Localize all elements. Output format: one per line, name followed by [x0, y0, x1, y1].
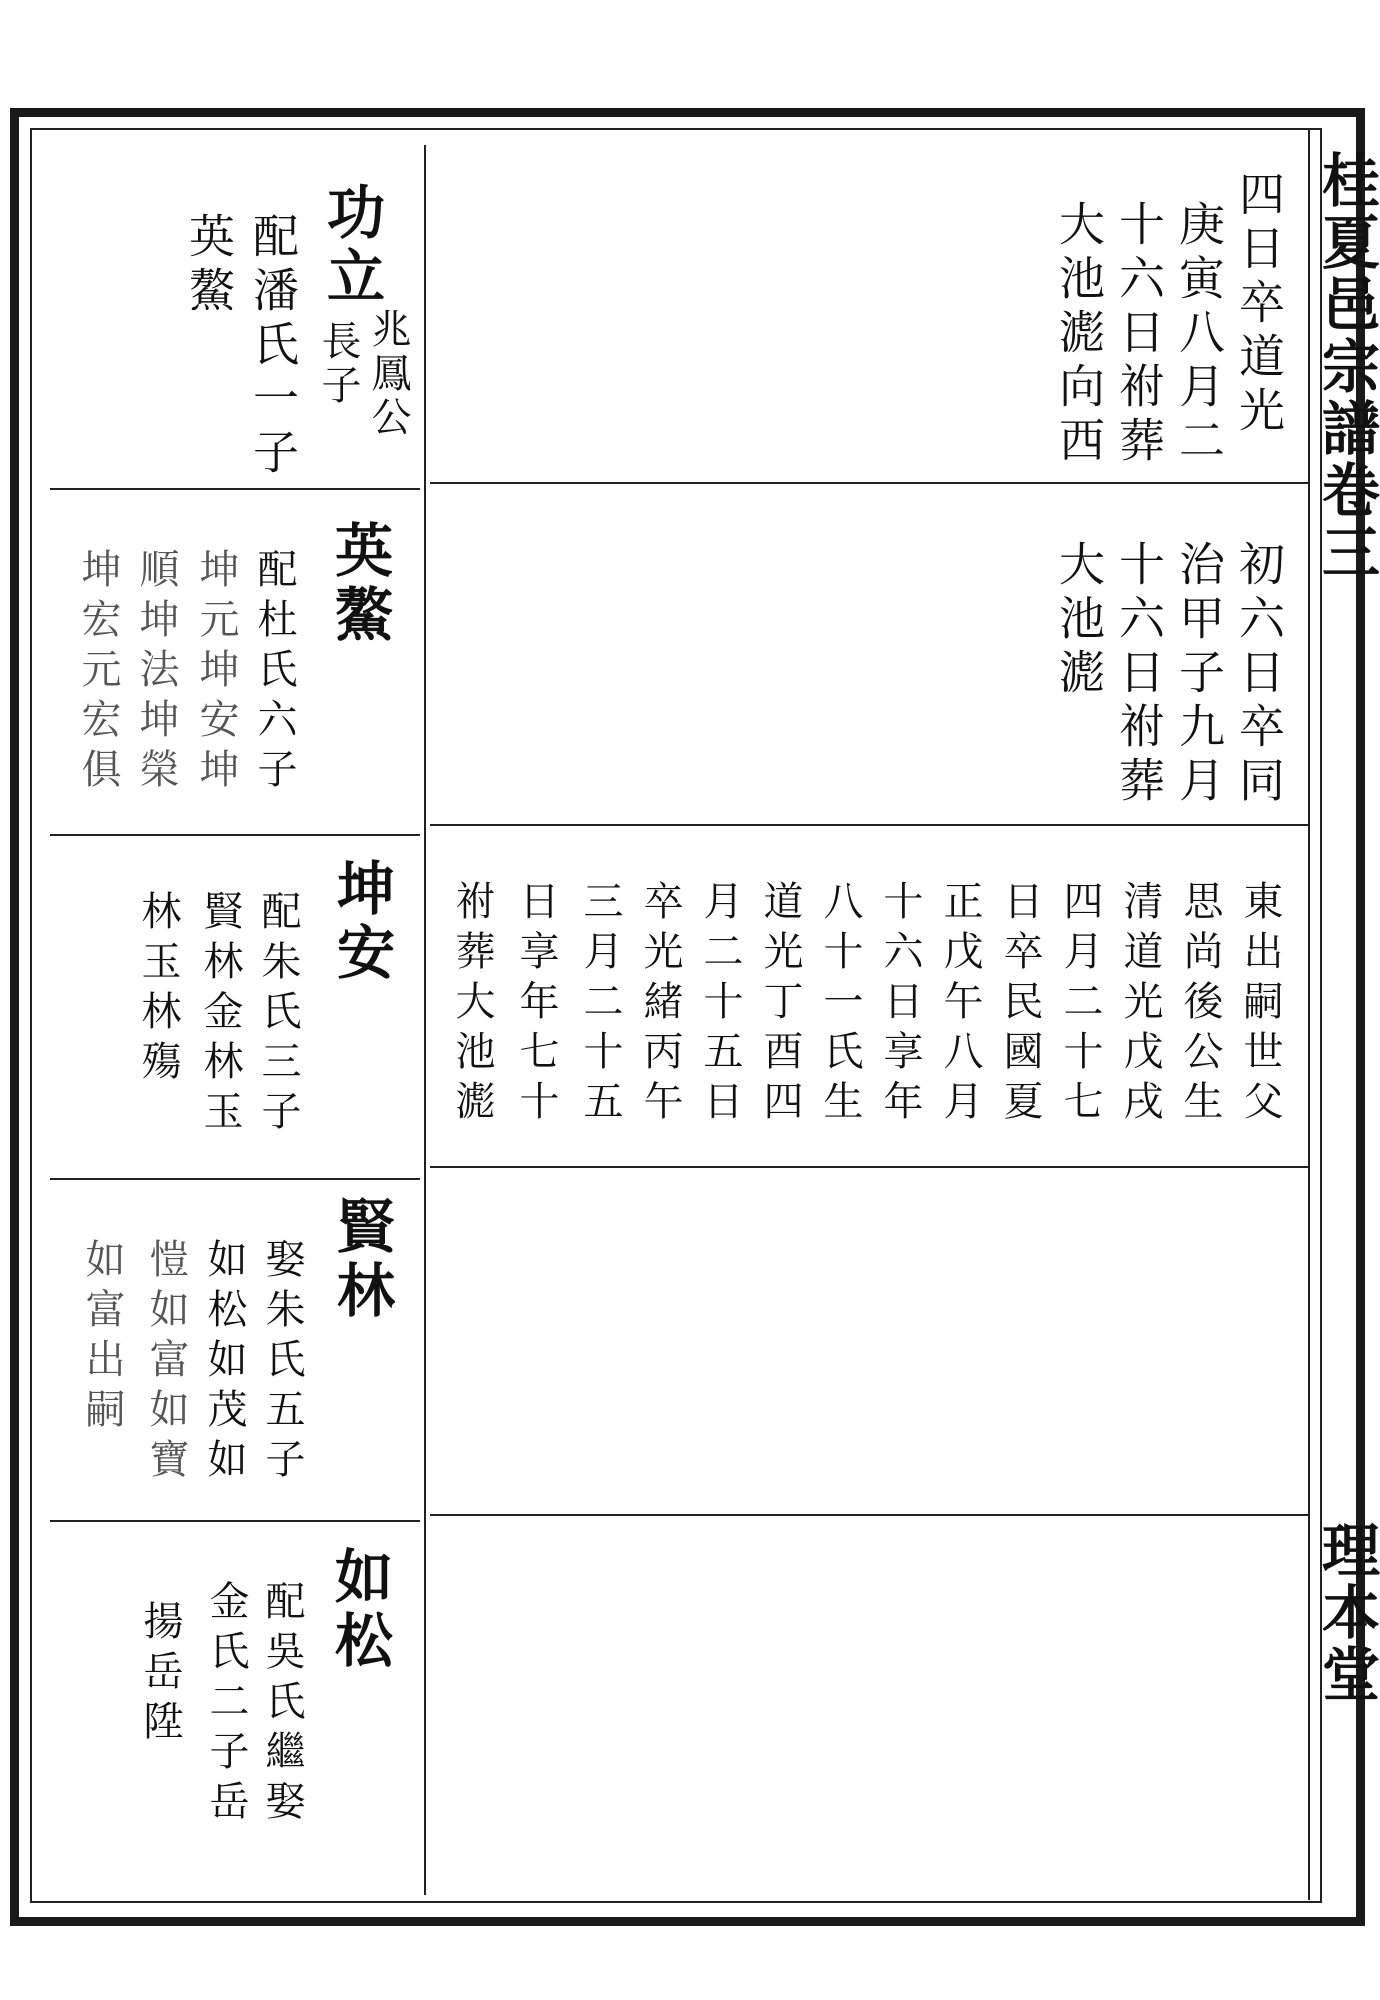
entry-line: 如松如茂如 — [201, 1238, 247, 1488]
entry-note: 八十一氏生 — [817, 880, 863, 1130]
entry-name: 英鰲 — [325, 520, 393, 648]
hall-name: 理本堂 — [1312, 1520, 1380, 1706]
margin-divider — [1308, 130, 1310, 1900]
book-title: 桂夏邑宗譜 — [1312, 150, 1380, 460]
entry-note: 思尚後公生 — [1177, 880, 1223, 1130]
entry-note: 十六日享年 — [877, 880, 923, 1130]
entry-note: 初六日卒同 — [1232, 540, 1286, 810]
entry-order: 長子 — [315, 320, 361, 408]
entry-note: 祔葬大池滮 — [449, 880, 495, 1130]
entry-note: 卒光緒丙午 — [637, 880, 683, 1130]
row-divider — [50, 1520, 420, 1522]
entry-note: 道光丁酉四 — [757, 880, 803, 1130]
entry-note: 正戊午八月 — [937, 880, 983, 1130]
entry-note: 治甲子九月 — [1172, 540, 1226, 810]
entry-line: 英鰲 — [182, 212, 236, 320]
entry-line: 坤宏元宏俱 — [75, 548, 121, 798]
book-title-margin — [1312, 150, 1380, 790]
entry-note: 清道光戊戌 — [1117, 880, 1163, 1130]
entry-note: 月二十五日 — [697, 880, 743, 1130]
entry-line: 揚岳陞 — [137, 1600, 183, 1750]
entry-note: 十六日祔葬 — [1112, 200, 1166, 470]
entry-note: 日享年七十 — [513, 880, 559, 1130]
entry-note: 四日卒道光 — [1232, 170, 1286, 440]
entry-note: 大池滮向西 — [1052, 200, 1106, 470]
entry-line: 愷如富如寶 — [143, 1238, 189, 1488]
entry-line: 金氏二子岳 — [203, 1580, 249, 1830]
entry-name: 如松 — [325, 1546, 393, 1674]
row-divider — [430, 482, 1308, 484]
entry-name: 功立 — [317, 182, 385, 310]
row-divider — [50, 834, 420, 836]
entry-line: 配朱氏三子 — [255, 890, 301, 1140]
entry-line: 林玉林殤 — [135, 890, 181, 1090]
entry-line: 賢林金林玉 — [197, 890, 243, 1140]
entry-line: 順坤法坤榮 — [133, 548, 179, 798]
row-divider — [430, 1514, 1308, 1516]
row-divider — [50, 1178, 420, 1180]
entry-line: 配吳氏繼娶 — [259, 1580, 305, 1830]
entry-name: 賢林 — [327, 1196, 395, 1324]
row-divider — [430, 824, 1308, 826]
entry-name: 坤安 — [327, 858, 395, 986]
row-divider — [50, 488, 420, 490]
entry-line: 娶朱氏五子 — [259, 1238, 305, 1488]
hall-name-margin — [1312, 1520, 1380, 1920]
entry-line: 坤元坤安坤 — [193, 548, 239, 798]
entry-line: 配杜氏六子 — [251, 548, 297, 798]
entry-note: 三月二十五 — [577, 880, 623, 1130]
entry-note: 庚寅八月二 — [1172, 200, 1226, 470]
row-divider — [430, 1166, 1308, 1168]
entry-note: 大池滮 — [1052, 540, 1106, 702]
entry-note: 日卒民國夏 — [997, 880, 1043, 1130]
entry-line: 配潘氏一子 — [246, 212, 300, 482]
entry-note: 四月二十七 — [1057, 880, 1103, 1130]
volume-label: 卷三 — [1312, 460, 1380, 584]
entry-line: 如富出嗣 — [79, 1238, 125, 1438]
entry-note: 十六日祔葬 — [1112, 540, 1166, 810]
entry-father: 兆鳳公 — [365, 308, 411, 440]
entry-note: 東出嗣世父 — [1237, 880, 1283, 1130]
column-divider — [424, 145, 426, 1895]
